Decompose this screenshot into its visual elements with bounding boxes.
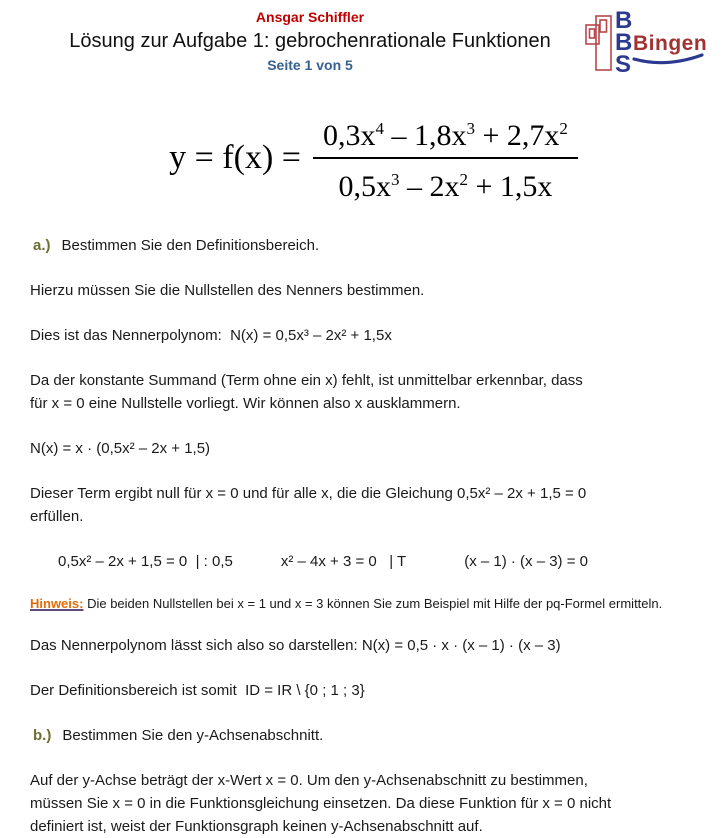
term-base: 0,3x: [322, 119, 376, 152]
paragraph-ausklammern-gleichung: N(x) = x · (0,5x² – 2x + 1,5): [30, 440, 211, 457]
document-body: [30, 234, 697, 838]
document-header: [30, 7, 708, 78]
text-line: definiert ist, weist der Funktionsgraph keinen y-Achsenabschnitt auf.: [30, 818, 483, 835]
term-base: – 2x: [399, 170, 460, 203]
text-line: erfüllen.: [30, 508, 84, 525]
term-exponent: 2: [559, 119, 568, 138]
function-formula: [40, 108, 707, 208]
term-exponent: 2: [459, 170, 468, 189]
term-exponent: 3: [390, 170, 400, 189]
term-exponent: 3: [466, 119, 475, 138]
formula-term: [475, 119, 568, 152]
formula-denominator: [313, 157, 578, 208]
paragraph-konstanter-summand: [30, 369, 697, 415]
formula-fraction: [313, 108, 578, 208]
paragraph-faktorisierte-form: Das Nennerpolynom lässt sich also so darstellen: N(x) = 0,5 · x · (x – 1) · (x – 3): [30, 637, 561, 654]
logo-letter-s: S: [615, 51, 632, 78]
hint-label: Hinweis:: [30, 596, 84, 611]
equation-row: [30, 550, 697, 573]
equation-step-1: 0,5x² – 2x + 1,5 = 0 | : 0,5: [58, 553, 233, 570]
term-exponent: 4: [375, 119, 384, 138]
term-base: + 1,5x: [467, 170, 553, 203]
logo-letter-b2: B: [615, 29, 633, 56]
text-line: Da der konstante Summand (Term ohne ein x) fehlt, ist unmittelbar erkennbar, dass: [30, 372, 583, 389]
paragraph-term-null: [30, 482, 697, 528]
task-a-label: a.): [33, 237, 51, 254]
hint-line: [30, 595, 697, 613]
equation-step-3: (x – 1) · (x – 3) = 0: [464, 553, 588, 570]
winery-tower-icon: [586, 16, 611, 70]
formula-lhs: y = f(x) =: [169, 139, 301, 176]
task-a-heading: [30, 234, 697, 257]
task-b-label: b.): [33, 727, 52, 744]
text-line: müssen Sie x = 0 in die Funktionsgleichung einsetzen. Da diese Funktion für x = 0 nicht: [30, 795, 612, 812]
term-base: + 2,7x: [474, 119, 560, 152]
equation-step-2: x² – 4x + 3 = 0 | T: [280, 553, 407, 570]
header-text-block: [30, 8, 590, 74]
text-line: Auf der y-Achse beträgt der x-Wert x = 0. Um den y-Achsenabschnitt zu bestimmen,: [30, 772, 588, 789]
term-base: – 1,8x: [383, 119, 467, 152]
task-b-heading: [30, 724, 697, 747]
task-b-text: Bestimmen Sie den y-Achsenabschnitt.: [62, 727, 324, 744]
bbs-bingen-logo: [582, 8, 707, 76]
formula-term: [399, 170, 468, 203]
formula-term: [338, 170, 399, 203]
paragraph-y-achsenabschnitt: [30, 769, 697, 838]
paragraph-definitionsbereich: Der Definitionsbereich ist somit ID = IR \ {0 ; 1 ; 3}: [30, 682, 365, 699]
text-line: Dieser Term ergibt null für x = 0 und für alle x, die die Gleichung 0,5x² – 2x + 1,5 = 0: [30, 485, 587, 502]
author-name: Ansgar Schiffler: [255, 9, 365, 25]
logo-name: Bingen: [633, 32, 708, 55]
logo-swoosh: [634, 55, 702, 63]
formula-term: [468, 170, 552, 203]
logo-letter-b1: B: [615, 7, 633, 34]
term-base: 0,5x: [338, 170, 391, 203]
formula-numerator: [313, 108, 578, 157]
text-line: für x = 0 eine Nullstelle vorliegt. Wir können also x ausklammern.: [30, 395, 461, 412]
task-a-text: Bestimmen Sie den Definitionsbereich.: [61, 237, 320, 254]
page-indicator: Seite 1 von 5: [267, 57, 353, 73]
hint-text: Die beiden Nullstellen bei x = 1 und x = 3 können Sie zum Beispiel mit Hilfe der pq-Formel ermitteln.: [83, 596, 663, 611]
formula-term: [323, 119, 384, 152]
paragraph-nennerpolynom: Dies ist das Nennerpolynom: N(x) = 0,5x³ – 2x² + 1,5x: [30, 327, 392, 344]
paragraph-nullstellen-intro: Hierzu müssen Sie die Nullstellen des Nenners bestimmen.: [30, 282, 425, 299]
formula-term: [384, 119, 475, 152]
document-title: Lösung zur Aufgabe 1: gebrochenrationale Funktionen: [69, 30, 551, 52]
